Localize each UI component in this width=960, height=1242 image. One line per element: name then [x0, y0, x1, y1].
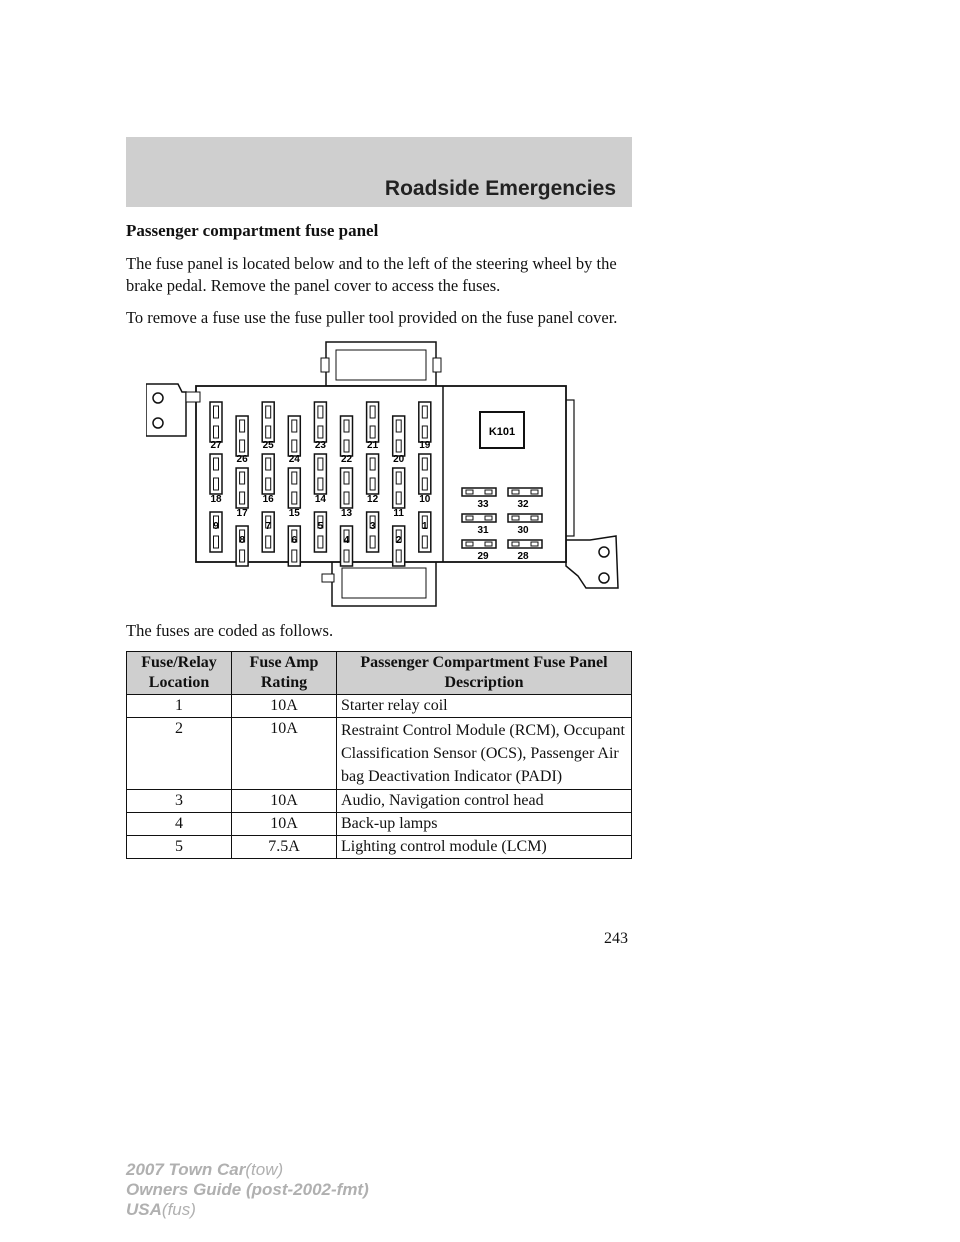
fuse-number-label: 16: [262, 494, 274, 505]
header-band: [126, 137, 632, 207]
fuse-slot: [393, 468, 405, 508]
fuse-slot: [419, 454, 431, 494]
fuse-slot: [393, 416, 405, 456]
cell-location: 5: [127, 836, 232, 859]
fuse-slot: [288, 468, 300, 508]
fuse-number-label: 8: [239, 535, 245, 546]
fuse-slot: [367, 402, 379, 442]
relay-label: K101: [488, 426, 516, 438]
cell-rating: 10A: [232, 718, 337, 790]
footer-line-1: 2007 Town Car(tow): [126, 1160, 284, 1179]
mini-fuse: [462, 540, 496, 548]
fuse-panel-diagram: [146, 340, 626, 610]
table-row: [127, 695, 632, 718]
fuse-number-label: 15: [288, 508, 300, 519]
fuse-slot: [314, 402, 326, 442]
subheading: Passenger compartment fuse panel: [126, 221, 379, 240]
fuse-number-label: 14: [314, 494, 326, 505]
fuse-number-label: 6: [291, 535, 298, 546]
fuse-slot: [236, 468, 248, 508]
fuse-number-label: 10: [419, 494, 431, 505]
fuse-slot: [341, 526, 353, 566]
fuse-number-label: 26: [236, 454, 248, 465]
fuse-slot: [367, 512, 379, 552]
fuse-number-label: 11: [393, 508, 404, 519]
fuse-slot: [314, 454, 326, 494]
mini-fuse: [508, 514, 542, 522]
cell-location: 4: [127, 813, 232, 836]
fuse-number-label: 32: [517, 499, 529, 510]
mini-fuse: [508, 488, 542, 496]
section-title: Roadside Emergencies: [384, 177, 616, 200]
fuse-number-label: 23: [314, 440, 326, 451]
fuse-slot: [236, 526, 248, 566]
cell-location: 3: [127, 790, 232, 813]
cell-rating: 10A: [232, 790, 337, 813]
fuse-number-label: 1: [422, 521, 428, 532]
table-row: [127, 836, 632, 859]
fuse-number-label: 9: [213, 521, 219, 532]
cell-location: 1: [127, 695, 232, 718]
fuse-number-label: 3: [369, 521, 376, 532]
cell-description: Starter relay coil: [337, 695, 632, 718]
fuse-slot: [288, 526, 300, 566]
fuse-number-label: 13: [340, 508, 353, 519]
fuse-number-label: 12: [367, 494, 379, 505]
cell-description: Lighting control module (LCM): [337, 836, 632, 859]
paragraph-location: The fuse panel is located below and to the left of the steering wheel by the brake pedal. Remove the panel cover to access the fuses.: [126, 254, 617, 295]
fuse-slot: [210, 512, 222, 552]
paragraph-removal: To remove a fuse use the fuse puller tool provided on the fuse panel cover.: [126, 308, 618, 327]
fuse-slot: [341, 416, 353, 456]
fuse-number-label: 29: [477, 551, 489, 562]
fuse-number-label: 19: [419, 440, 431, 451]
footer-line-3: USA(fus): [126, 1200, 196, 1219]
fuse-number-label: 7: [265, 521, 271, 532]
table-header-row: [127, 652, 632, 695]
fuse-slot: [236, 416, 248, 456]
fuse-number-label: 28: [517, 551, 529, 562]
fuse-slot: [419, 512, 431, 552]
fuse-slot: [314, 512, 326, 552]
mini-fuse: [508, 540, 542, 548]
fuse-slot: [288, 416, 300, 456]
fuse-number-label: 5: [317, 521, 324, 532]
fuse-number-label: 25: [262, 440, 274, 451]
table-row: [127, 790, 632, 813]
page-number: 243: [604, 930, 628, 947]
fuse-number-label: 17: [236, 508, 248, 519]
cell-rating: 7.5A: [232, 836, 337, 859]
fuse-slot: [393, 526, 405, 566]
column-header-location: Fuse/Relay Location: [127, 652, 232, 695]
fuse-number-label: 31: [477, 525, 489, 536]
fuse-number-label: 27: [210, 440, 222, 451]
cell-rating: 10A: [232, 695, 337, 718]
column-header-rating: Fuse Amp Rating: [232, 652, 337, 695]
fuse-number-label: 20: [393, 454, 405, 465]
cell-description: Audio, Navigation control head: [337, 790, 632, 813]
fuse-number-label: 4: [343, 535, 350, 546]
fuse-table: [126, 651, 632, 859]
fuse-slot: [210, 454, 222, 494]
fuse-number-label: 30: [517, 525, 529, 536]
fuse-number-label: 21: [367, 440, 379, 451]
fuse-number-label: 24: [288, 454, 300, 465]
cell-location: 2: [127, 718, 232, 790]
fuse-number-label: 22: [340, 454, 353, 465]
table-row: [127, 718, 632, 790]
fuse-slot: [262, 402, 274, 442]
table-row: [127, 813, 632, 836]
fuse-slot: [262, 454, 274, 494]
mini-fuse: [462, 488, 496, 496]
cell-description: Restraint Control Module (RCM), Occupant Classification Sensor (OCS), Passenger Air bag Deactivation Indicator (PADI): [337, 718, 632, 790]
fuse-slot: [419, 402, 431, 442]
fuse-slot: [341, 468, 353, 508]
fuse-slot: [367, 454, 379, 494]
footer-line-2: Owners Guide (post-2002-fmt): [126, 1180, 369, 1199]
fuse-slot: [210, 402, 222, 442]
fuse-slot: [262, 512, 274, 552]
cell-description: Back-up lamps: [337, 813, 632, 836]
table-intro: The fuses are coded as follows.: [126, 621, 334, 640]
mini-fuse: [462, 514, 496, 522]
footer: [126, 1160, 369, 1220]
column-header-description: Passenger Compartment Fuse Panel Description: [337, 652, 632, 695]
fuse-number-label: 33: [477, 499, 489, 510]
fuse-number-label: 18: [210, 494, 222, 505]
fuse-number-label: 2: [395, 535, 402, 546]
main-content: [126, 220, 632, 339]
cell-rating: 10A: [232, 813, 337, 836]
